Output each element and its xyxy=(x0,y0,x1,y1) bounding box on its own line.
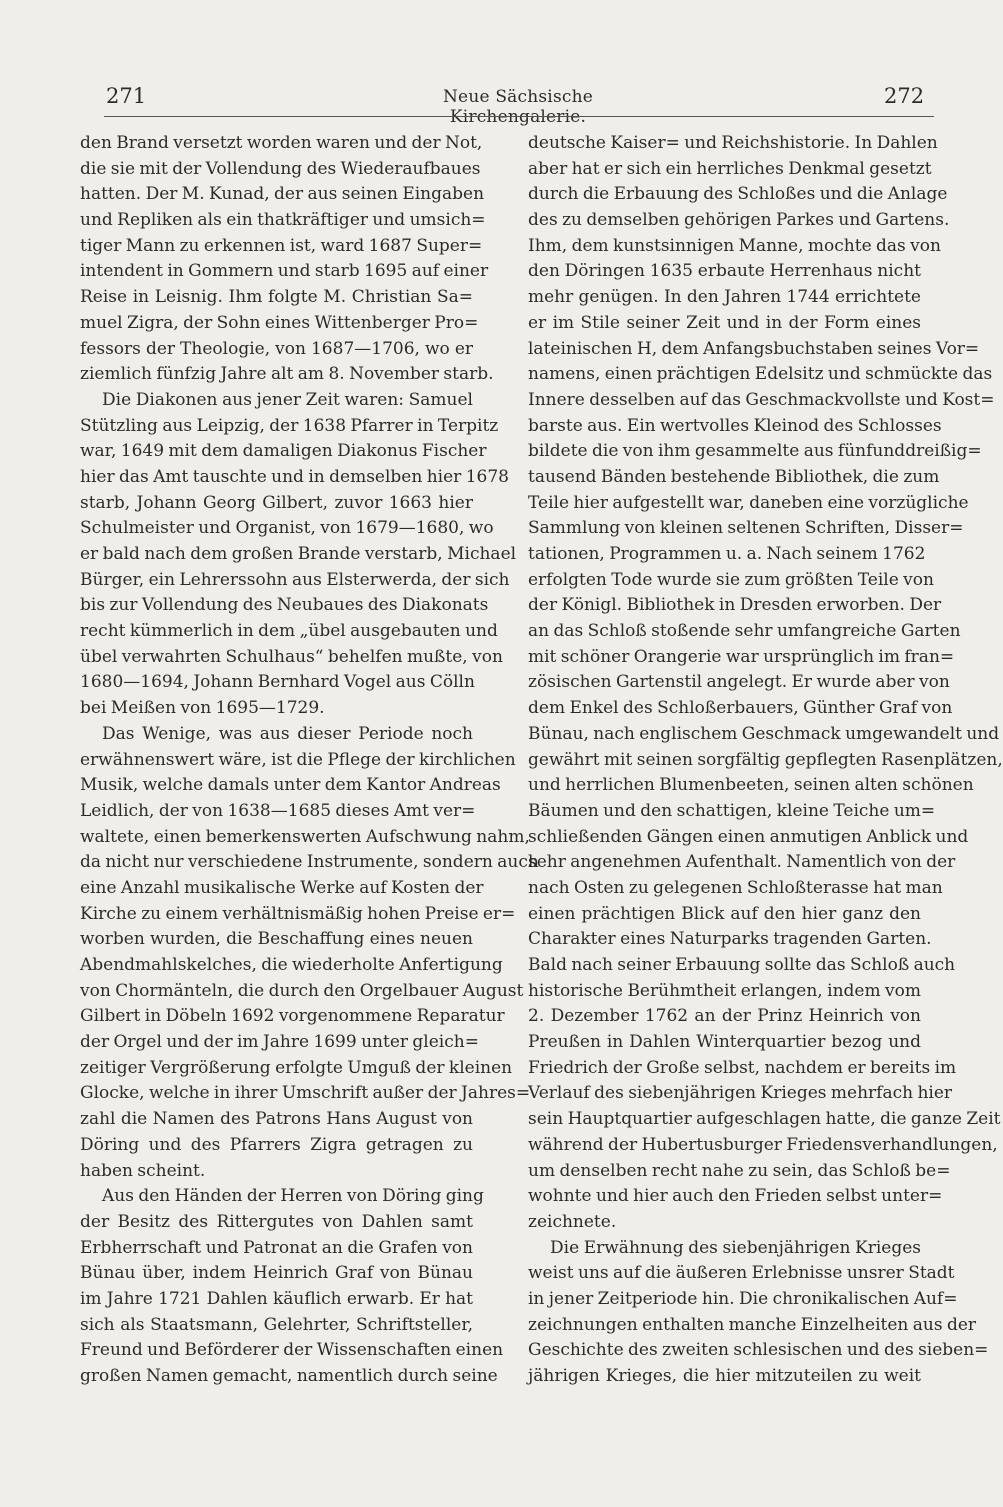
text-line: Charakter eines Naturparks tragenden Garten. xyxy=(528,929,932,950)
text-line: da nicht nur verschiedene Instrumente, sondern auch xyxy=(80,852,539,873)
text-line: von Chormänteln, die durch den Orgelbauer August xyxy=(80,980,524,1001)
text-line: weist uns auf die äußeren Erlebnisse unsrer Stadt xyxy=(528,1263,955,1284)
text-line: Ihm, dem kunstsinnigen Manne, mochte das von xyxy=(528,235,941,256)
text-line: um denselben recht nahe zu sein, das Schloß be= xyxy=(528,1160,951,1181)
text-line: Teile hier aufgestellt war, daneben eine vorzügliche xyxy=(528,492,969,513)
text-line: worben wurden, die Beschaffung eines neuen xyxy=(80,929,473,950)
text-line: zahl die Namen des Patrons Hans August von xyxy=(80,1109,473,1130)
running-title: Neue Sächsische Kirchengalerie. xyxy=(442,87,593,127)
text-line: haben scheint. xyxy=(80,1160,206,1181)
text-line: durch die Erbauung des Schloßes und die Anlage xyxy=(528,184,948,205)
text-line: großen Namen gemacht, namentlich durch seine xyxy=(80,1366,498,1386)
text-line: Aus den Händen der Herren von Döring ging xyxy=(102,1186,484,1207)
left-column xyxy=(80,131,539,1390)
text-line: und herrlichen Blumenbeeten, seinen alten schönen xyxy=(528,775,974,796)
header-rule xyxy=(104,116,934,117)
text-line: wohnte und hier auch den Frieden selbst unter= xyxy=(528,1186,943,1207)
text-line: waltete, einen bemerkenswerten Aufschwung nahm, xyxy=(80,826,530,847)
page-header xyxy=(0,84,1000,127)
text-line: zeitiger Vergrößerung erfolgte Umguß der kleinen xyxy=(80,1057,513,1078)
text-line: mit schöner Orangerie war ursprünglich im fran= xyxy=(528,646,955,667)
text-line: muel Zigra, der Sohn eines Wittenberger Pro= xyxy=(80,312,479,333)
text-line: Stützling aus Leipzig, der 1638 Pfarrer in Terpitz xyxy=(80,415,499,436)
text-line: bei Meißen von 1695—1729. xyxy=(80,698,325,719)
text-line: Bürger, ein Lehrerssohn aus Elsterwerda, der sich xyxy=(80,569,510,590)
text-line: Geschichte des zweiten schlesischen und des sieben= xyxy=(528,1340,989,1361)
text-line: übel verwahrten Schulhaus“ behelfen mußte, von xyxy=(80,646,503,667)
text-line: Glocke, welche in ihrer Umschrift außer der Jahres= xyxy=(80,1083,531,1104)
text-line: tausend Bänden bestehende Bibliothek, die zum xyxy=(528,466,940,487)
page-number-right: 272 xyxy=(884,84,925,108)
text-line: Bünau, nach englischem Geschmack umgewandelt und xyxy=(528,723,1000,744)
text-line: Gilbert in Döbeln 1692 vorgenommene Reparatur xyxy=(80,1006,505,1027)
text-line: Die Erwähnung des siebenjährigen Krieges xyxy=(550,1237,921,1258)
text-line: schließenden Gängen einen anmutigen Anblick und xyxy=(528,826,969,847)
text-line: Schulmeister und Organist, von 1679—1680, wo xyxy=(80,518,494,539)
text-line: Friedrich der Große selbst, nachdem er bereits im xyxy=(528,1057,957,1078)
text-line: der Besitz des Rittergutes von Dahlen samt xyxy=(80,1211,473,1232)
text-line: Freund und Beförderer der Wissenschaften einen xyxy=(80,1340,504,1361)
text-line: Erbherrschaft und Patronat an die Grafen von xyxy=(80,1237,473,1258)
text-line: während der Hubertusburger Friedensverhandlungen, xyxy=(528,1134,998,1155)
text-line: recht kümmerlich in dem „übel ausgebauten und xyxy=(80,621,498,642)
text-line: erwähnenswert wäre, ist die Pflege der kirchlichen xyxy=(80,749,516,770)
text-line: Preußen in Dahlen Winterquartier bezog und xyxy=(528,1032,921,1053)
text-line: zeichnungen enthalten manche Einzelheiten aus der xyxy=(528,1314,977,1335)
text-line: Abendmahlskelches, die wiederholte Anfertigung xyxy=(80,955,503,975)
text-line: aber hat er sich ein herrliches Denkmal gesetzt xyxy=(528,158,932,179)
text-line: zeichnete. xyxy=(528,1211,617,1232)
text-line: gewährt mit seinen sorgfältig gepflegten Rasenplätzen, xyxy=(528,749,1003,770)
text-line: sein Hauptquartier aufgeschlagen hatte, die ganze Zeit xyxy=(528,1109,1001,1130)
text-line: lateinischen H, dem Anfangsbuchstaben seines Vor= xyxy=(528,338,980,359)
text-line: war, 1649 mit dem damaligen Diakonus Fischer xyxy=(80,441,487,462)
text-line: erfolgten Tode wurde sie zum größten Teile von xyxy=(528,569,934,590)
text-line: starb, Johann Georg Gilbert, zuvor 1663 hier xyxy=(80,492,473,513)
text-line: Verlauf des siebenjährigen Krieges mehrfach hier xyxy=(528,1083,953,1104)
text-line: nach Osten zu gelegenen Schloßterasse hat man xyxy=(528,877,943,898)
right-column xyxy=(528,131,1003,1390)
text-line: zösischen Gartenstil angelegt. Er wurde aber von xyxy=(528,672,950,693)
text-line: dem Enkel des Schloßerbauers, Günther Graf von xyxy=(528,698,953,719)
text-line: des zu demselben gehörigen Parkes und Gartens. xyxy=(528,210,950,231)
text-line: tiger Mann zu erkennen ist, ward 1687 Super= xyxy=(80,235,483,256)
text-line: deutsche Kaiser= und Reichshistorie. In Dahlen xyxy=(528,133,938,153)
text-line: der Orgel und der im Jahre 1699 unter gleich= xyxy=(80,1032,479,1053)
text-line: eine Anzahl musikalische Werke auf Kosten der xyxy=(80,877,484,898)
text-line: intendent in Gommern und starb 1695 auf einer xyxy=(80,261,489,282)
text-line: mehr genügen. In den Jahren 1744 errichtete xyxy=(528,287,921,308)
text-line: Musik, welche damals unter dem Kantor Andreas xyxy=(80,775,501,796)
text-line: Bäumen und den schattigen, kleine Teiche um= xyxy=(528,800,936,821)
text-line: Kirche zu einem verhältnismäßig hohen Preise er= xyxy=(80,903,516,924)
text-line: bildete die von ihm gesammelte aus fünfunddreißig= xyxy=(528,441,982,462)
text-line: Leidlich, der von 1638—1685 dieses Amt ver= xyxy=(80,800,476,821)
text-line: 1680—1694, Johann Bernhard Vogel aus Cölln xyxy=(80,672,475,693)
text-line: barste aus. Ein wertvolles Kleinod des Schlosses xyxy=(528,415,942,436)
text-line: hier das Amt tauschte und in demselben hier 1678 xyxy=(80,466,509,487)
text-line: Das Wenige, was aus dieser Periode noch xyxy=(102,723,473,744)
text-line: er bald nach dem großen Brande verstarb, Michael xyxy=(80,544,517,564)
text-line: Die Diakonen aus jener Zeit waren: Samuel xyxy=(102,389,473,410)
text-line: tationen, Programmen u. a. Nach seinem 1762 xyxy=(528,544,926,564)
text-line: Sammlung von kleinen seltenen Schriften, Disser= xyxy=(528,518,964,539)
text-line: die sie mit der Vollendung des Wiederaufbaues xyxy=(80,158,481,179)
text-line: Innere desselben auf das Geschmackvollste und Kost= xyxy=(528,389,995,410)
text-line: namens, einen prächtigen Edelsitz und schmückte das xyxy=(528,364,993,385)
text-line: den Döringen 1635 erbaute Herrenhaus nicht xyxy=(528,261,921,282)
text-line: er im Stile seiner Zeit und in der Form eines xyxy=(528,312,921,333)
text-line: hatten. Der M. Kunad, der aus seinen Eingaben xyxy=(80,184,485,205)
text-line: historische Berühmtheit erlangen, indem vom xyxy=(528,980,921,1001)
text-line: Bünau über, indem Heinrich Graf von Bünau xyxy=(80,1263,473,1284)
text-line: an das Schloß stoßende sehr umfangreiche Garten xyxy=(528,621,961,642)
text-line: einen prächtigen Blick auf den hier ganz den xyxy=(528,903,921,924)
text-line: 2. Dezember 1762 an der Prinz Heinrich von xyxy=(528,1006,921,1027)
text-line: sehr angenehmen Aufenthalt. Namentlich von der xyxy=(528,852,956,873)
text-line: den Brand versetzt worden waren und der Not, xyxy=(80,133,483,153)
text-line: im Jahre 1721 Dahlen käuflich erwarb. Er hat xyxy=(80,1288,473,1309)
text-line: fessors der Theologie, von 1687—1706, wo er xyxy=(80,338,473,359)
text-line: sich als Staatsmann, Gelehrter, Schriftsteller, xyxy=(80,1314,473,1335)
text-line: jährigen Krieges, die hier mitzuteilen zu weit xyxy=(528,1366,921,1386)
page-number-left: 271 xyxy=(106,84,147,108)
text-line: Bald nach seiner Erbauung sollte das Schloß auch xyxy=(528,955,956,975)
text-line: der Königl. Bibliothek in Dresden erworben. Der xyxy=(528,595,942,616)
text-line: und Repliken als ein thatkräftiger und umsich= xyxy=(80,210,486,231)
text-line: ziemlich fünfzig Jahre alt am 8. November starb. xyxy=(80,364,494,385)
text-line: in jener Zeitperiode hin. Die chronikalischen Auf= xyxy=(528,1288,958,1309)
text-line: Reise in Leisnig. Ihm folgte M. Christian Sa= xyxy=(80,287,473,308)
text-line: Döring und des Pfarrers Zigra getragen zu xyxy=(80,1134,473,1155)
text-line: bis zur Vollendung des Neubaues des Diakonats xyxy=(80,595,489,616)
